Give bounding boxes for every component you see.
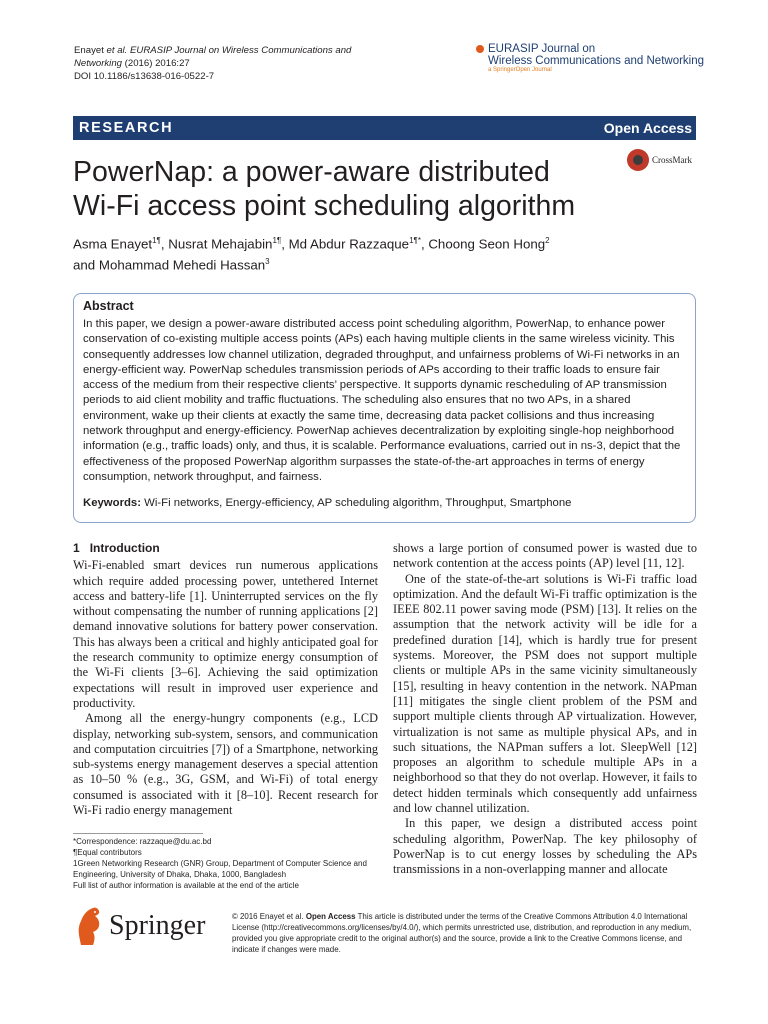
- affiliation-mark: 1¶: [152, 236, 161, 245]
- springer-logo[interactable]: [73, 905, 205, 947]
- correspondence-note: *Correspondence: razzaque@du.ac.bd: [73, 837, 212, 846]
- author-name: , Nusrat Mehajabin: [160, 236, 273, 252]
- author-name: and Mohammad Mehedi Hassan: [73, 257, 266, 273]
- citation-authors: Enayet: [74, 45, 104, 56]
- license-text: [232, 911, 702, 955]
- keywords-label: Keywords:: [83, 497, 141, 510]
- crossmark-badge[interactable]: [627, 149, 692, 171]
- author-name: , Md Abdur Razzaque: [281, 236, 410, 252]
- author-info-note: Full list of author information is available at the end of the article: [73, 881, 299, 890]
- license-body: This article is distributed under the terms of the Creative Commons Attribution 4.0 International License (http://creativecommons.org/licenses/by/4.0/), which permits unrestricted use, distribution, and reproduction in any medium, provided you give appropriate credit to the original author(s) and the source, provide a link to the Creative Commons license, and indicate if changes were made.: [232, 912, 692, 954]
- springeropen-icon: [476, 45, 484, 53]
- author-name: Asma Enayet: [73, 236, 153, 252]
- section-title: Introduction: [89, 541, 160, 555]
- paragraph: shows a large portion of consumed power is wasted due to network contention at the access points (AP) level [11, 12].: [393, 541, 697, 571]
- footnote-rule: [73, 833, 203, 834]
- citation-journal-line2: Networking: [74, 58, 122, 69]
- article-type-bar: [73, 116, 696, 140]
- left-column: [73, 541, 378, 818]
- springer-wordmark: Springer: [109, 910, 206, 941]
- keywords-list: Wi-Fi networks, Energy-efficiency, AP scheduling algorithm, Throughput, Smartphone: [144, 497, 572, 510]
- citation-year: (2016) 2016:27: [124, 58, 190, 69]
- right-column: [393, 541, 697, 878]
- affiliation-mark: 1¶*: [409, 236, 421, 245]
- crossmark-icon: [627, 149, 649, 171]
- affiliation-mark: 1¶: [272, 236, 282, 245]
- open-access-label: Open Access: [603, 120, 692, 136]
- affiliation-mark: 2: [545, 236, 550, 245]
- journal-name-line1: EURASIP Journal on: [488, 43, 596, 55]
- title-line-1: PowerNap: a power-aware distributed: [73, 156, 550, 188]
- citation-header: [74, 44, 351, 83]
- citation-journal: et al. EURASIP Journal on Wireless Communications and: [106, 45, 352, 56]
- title-line-2: Wi-Fi access point scheduling algorithm: [73, 190, 576, 222]
- affiliation-note: 1Green Networking Research (GNR) Group, Department of Computer Science and Engineering, University of Dhaka, Dhaka, 1000, Bangladesh: [73, 859, 367, 879]
- author-list: [73, 232, 693, 275]
- paper-title: [73, 155, 613, 223]
- article-type: RESEARCH: [79, 120, 174, 136]
- affiliation-mark: 3: [265, 257, 270, 267]
- abstract-text: In this paper, we design a power-aware distributed access point scheduling algorithm, PowerNap, to enhance power conservation of co-existing multiple access points (APs) each having multiple clients in the same wireless vicinity. This consequently addresses low channel utilization, degraded throughput, and unfairness problems of Wi-Fi networks in an energy-efficient way. PowerNap schedules transmission periods of APs according to their traffic loads to ensure fair access of the medium from their respective clients’ perspective. It supports dynamic rescheduling of AP transmission periods to aid client mobility and traffic fluctuations. The scheduling also ensures that no two APs, in a shared environment, wake up their clients at exactly the same time, decreasing data packet collisions and thus increasing network throughput and energy-efficiency. PowerNap achieves decentralization by exploiting single-hop neighborhood information (e.g., traffic loads) only, and thus, it is scalable. Performance evaluations, carried out in ns-3, depict that the effectiveness of the proposed PowerNap algorithm surpasses the state-of-the-art approaches in terms of energy consumption, network throughput, and fairness.: [83, 318, 681, 483]
- open-access-bold: Open Access: [305, 912, 356, 921]
- springer-horse-icon: [73, 905, 103, 947]
- paragraph: Wi-Fi-enabled smart devices run numerous applications which require added processing power, untethered Internet access and battery-life [1]. Uninterrupted services on the fly without compensating the number of running applications [2] demand innovative solutions for battery power conservation. This has always been a critical and highly anticipated goal for the research community to optimize energy consumption of the Wi-Fi clients [3–6]. Achieving the said optimization expectations will result in improved user experience and productivity.: [73, 558, 378, 710]
- copyright: © 2016 Enayet et al.: [232, 912, 304, 921]
- paragraph: In this paper, we design a distributed access point scheduling algorithm, PowerNap. The key philosophy of PowerNap is to cut energy losses by scheduling the APs transmissions in a non-overlapping manner and allocate: [393, 816, 697, 877]
- abstract-box: [73, 293, 696, 523]
- keywords: [83, 497, 686, 509]
- section-number: 1: [73, 541, 80, 555]
- section-heading: [73, 541, 378, 556]
- paragraph: One of the state-of-the-art solutions is Wi-Fi traffic load optimization. And the default Wi-Fi traffic optimization is the IEEE 802.11 power saving mode (PSM) [13]. It relies on the assumption that the network activity will be idle for a predefined duration [14], which is hardly true for present systems. Moreover, the PSM does not support multiple clients or multiple APs in the same vicinity simultaneously [15], resulting in heavy contention in the network. NAPman [11] mitigates the single client problem of the PSM and support multiple clients through AP virtualization. However, virtualization is not same as multiple physical APs, and in such situations, the NAPman suffers a lot. SleepWell [12] proposes an algorithm to schedule multiple APs in a neighborhood so that they do not overlap. However, it fails to detect hidden terminals which consequently add unfairness and low channel utilization.: [393, 571, 697, 816]
- journal-subtitle: a SpringerOpen Journal: [488, 67, 552, 73]
- abstract-heading: Abstract: [83, 299, 134, 313]
- equal-contrib-note: ¶Equal contributors: [73, 848, 142, 857]
- journal-name-line2: Wireless Communications and Networking: [488, 55, 705, 67]
- author-name: , Choong Seon Hong: [420, 236, 546, 252]
- doi[interactable]: DOI 10.1186/s13638-016-0522-7: [74, 71, 215, 82]
- paragraph: Among all the energy-hungry components (e.g., LCD display, networking sub-system, sensors, and communication and computation circuitries [7]) of a Smartphone, networking sub-systems energy management deserves a special attention as 10–50 % (e.g., 3G, GSM, and Wi-Fi) of total energy consumed is associated with it [8–10]. Recent research for Wi-Fi radio energy management: [73, 711, 378, 818]
- crossmark-label: CrossMark: [652, 155, 692, 165]
- footnotes: [73, 836, 383, 891]
- journal-logo[interactable]: [476, 43, 706, 73]
